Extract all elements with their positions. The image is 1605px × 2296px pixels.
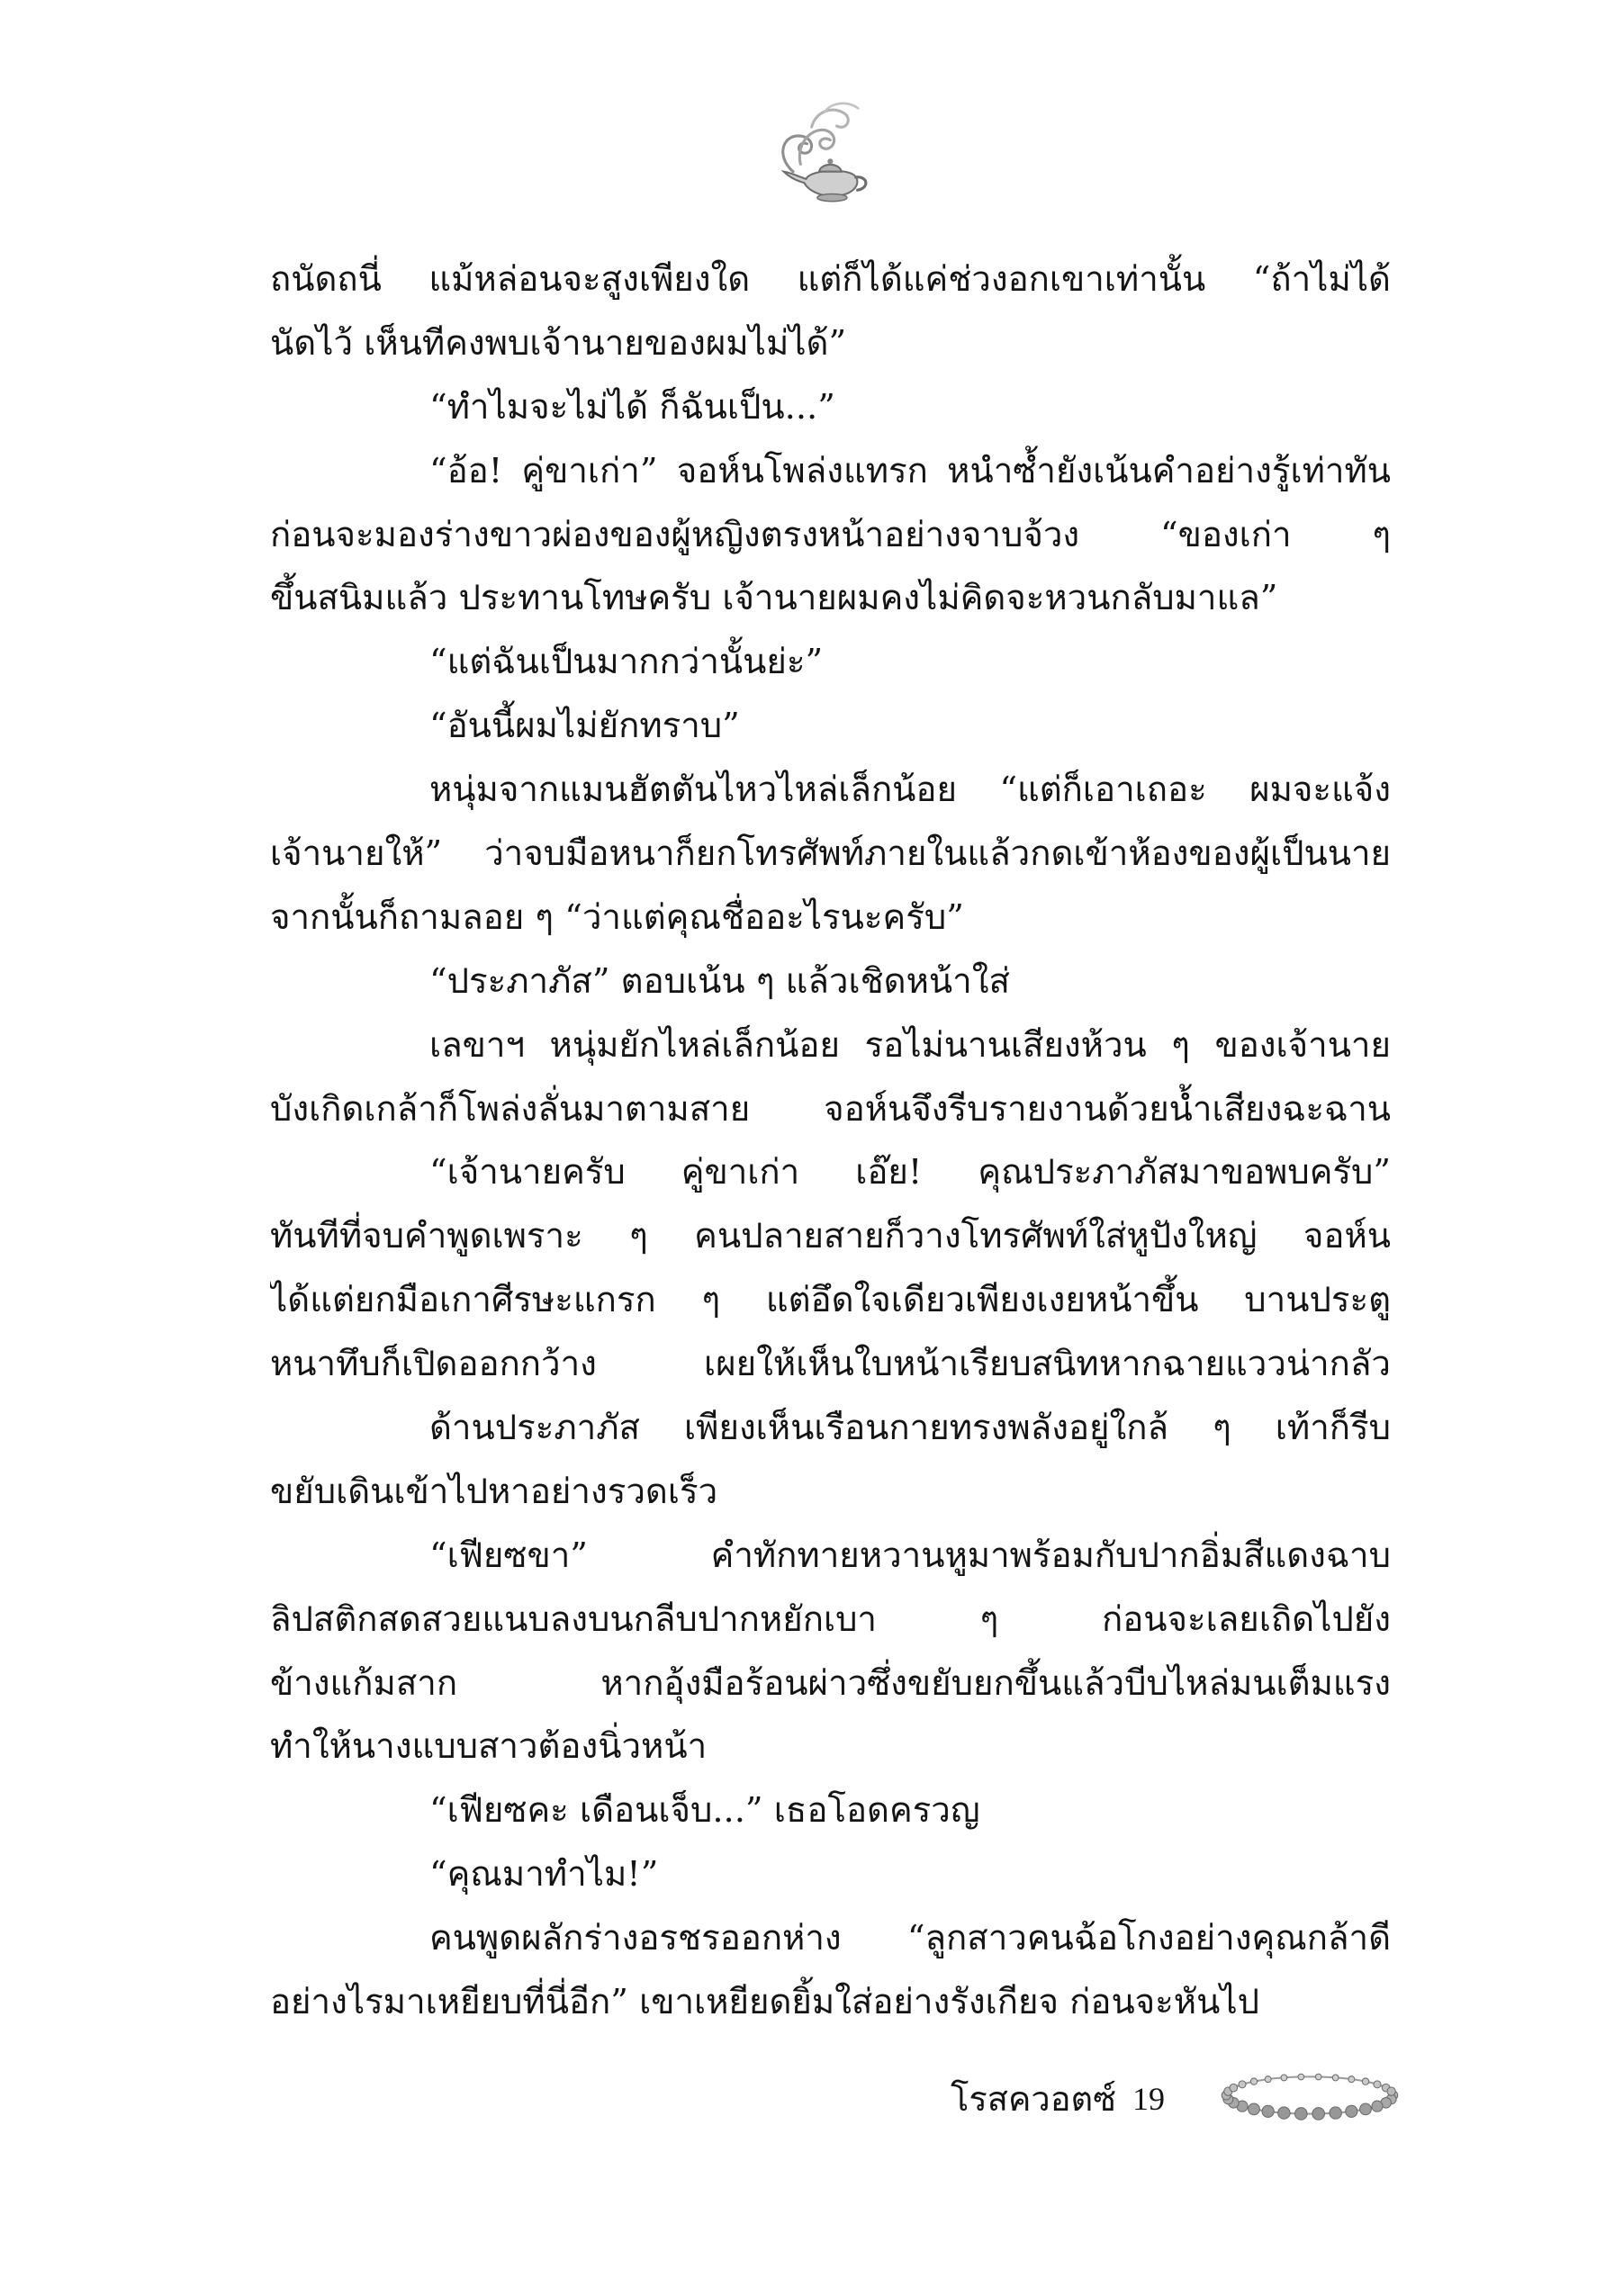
line-text: ด้านประภาภัส เพียงเห็นเรือนกายทรงพลังอยู่ใกล้ ๆ เท้าก็รีบ xyxy=(429,1408,1391,1449)
line-text: ข้างแก้มสาก หากอุ้งมือร้อนผ่าวซึ่งขยับยกขึ้นแล้วบีบไหล่มนเต็มแรง xyxy=(270,1662,1391,1704)
line-text: “อ้อ! คู่ขาเก่า” จอห์นโพล่งแทรก หนำซ้ำยังเน้นคำอย่างรู้เท่าทัน xyxy=(429,450,1391,491)
text-line xyxy=(270,1779,1391,1843)
bracelet-bead xyxy=(1295,2108,1308,2120)
bracelet-bead xyxy=(1346,2105,1357,2117)
line-text: ถนัดถนี่ แม้หล่อนจะสูงเพียงใด แต่ก็ได้แค่ช่วงอกเขาเท่านั้น “ถ้าไม่ได้ xyxy=(270,259,1391,300)
text-line xyxy=(270,1525,1391,1589)
text-line xyxy=(270,1715,1391,1779)
paragraph xyxy=(270,631,1391,695)
paragraph xyxy=(270,695,1391,759)
bracelet-bead xyxy=(1330,2107,1341,2119)
text-line xyxy=(270,1843,1391,1907)
bracelet-bead xyxy=(1332,2075,1339,2081)
text-line xyxy=(270,312,1391,376)
line-text: เลขาฯ หนุ่มยักไหล่เล็กน้อย รอไม่นานเสียงห้วน ๆ ของเจ้านาย xyxy=(429,1024,1391,1066)
paragraph xyxy=(270,759,1391,950)
text-line xyxy=(270,1397,1391,1461)
text-line xyxy=(270,248,1391,312)
bracelet-bead xyxy=(1265,2076,1271,2083)
text-line xyxy=(270,887,1391,950)
line-text: หนาทึบก็เปิดออกกว้าง เผยให้เห็นใบหน้าเรียบสนิทหากฉายแววน่ากลัว xyxy=(270,1344,1391,1385)
line-text: เจ้านายให้” ว่าจบมือหนาก็ยกโทรศัพท์ภายในแล้วกดเข้าห้องของผู้เป็นนาย xyxy=(270,833,1391,875)
line-text: ได้แต่ยกมือเกาศีรษะแกรก ๆ แต่อึดใจเดียวเพียงเงยหน้าขึ้น บานประตู xyxy=(270,1280,1391,1321)
line-text: ขยับเดินเข้าไปหาอย่างรวดเร็ว xyxy=(270,1471,718,1512)
paragraph xyxy=(270,950,1391,1014)
bracelet-bead xyxy=(1298,2074,1304,2080)
bracelet-bead xyxy=(1262,2105,1274,2117)
paragraph xyxy=(270,1525,1391,1780)
bracelet-bead xyxy=(1372,2101,1383,2111)
line-text: ทำให้นางแบบสาวต้องนิ่วหน้า xyxy=(270,1726,708,1768)
line-text: อย่างไรมาเหยียบที่นี่อีก” เขาเหยียดยิ้มใส่อย่างรังเกียจ ก่อนจะหันไป xyxy=(270,1982,1260,2023)
paragraph xyxy=(270,1843,1391,1907)
bracelet-bead xyxy=(1281,2075,1287,2081)
line-text: นัดไว้ เห็นทีคงพบเจ้านายของผมไม่ได้” xyxy=(270,322,847,364)
text-line xyxy=(270,376,1391,440)
bracelet-bead xyxy=(1374,2081,1381,2088)
text-line xyxy=(270,695,1391,759)
line-text: บังเกิดเกล้าก็โพล่งลั่นมาตามสาย จอห์นจึงรีบรายงานด้วยน้ำเสียงฉะฉาน xyxy=(270,1088,1391,1130)
line-text: คนพูดผลักร่างอรชรออกห่าง “ลูกสาวคนฉ้อโกงอย่างคุณกล้าดี xyxy=(429,1918,1391,1959)
bracelet-bead xyxy=(1312,2108,1325,2120)
bracelet-bead xyxy=(1362,2078,1368,2084)
line-text: “เฟียซขา” คำทักทายหวานหูมาพร้อมกับปากอิ่มสีแดงฉาบ xyxy=(429,1535,1391,1576)
bracelet-bead xyxy=(1360,2103,1372,2115)
bracelet-bead xyxy=(1348,2076,1355,2083)
text-line xyxy=(270,1461,1391,1525)
bracelet-bead xyxy=(1387,2087,1395,2095)
text-line xyxy=(270,1014,1391,1078)
line-text: “อันนี้ผมไม่ยักทราบ” xyxy=(429,706,740,747)
text-line xyxy=(270,440,1391,504)
body-text xyxy=(270,248,1391,2035)
text-line xyxy=(270,1589,1391,1652)
paragraph xyxy=(270,376,1391,440)
bracelet-bead xyxy=(1250,2078,1257,2084)
text-line xyxy=(270,1907,1391,1971)
bracelet-bead xyxy=(1315,2074,1321,2080)
paragraph xyxy=(270,1779,1391,1843)
line-text: “ทำไมจะไม่ได้ ก็ฉันเป็น...” xyxy=(429,386,835,428)
paragraph xyxy=(270,1141,1391,1397)
text-line xyxy=(270,1141,1391,1205)
line-text: หนุ่มจากแมนฮัตตันไหวไหล่เล็กน้อย “แต่ก็เอาเถอะ ผมจะแจ้ง xyxy=(429,770,1391,811)
line-text: ลิปสติกสดสวยแนบลงบนกลีบปากหยักเบา ๆ ก่อนจะเลยเถิดไปยัง xyxy=(270,1598,1391,1640)
text-line xyxy=(270,1269,1391,1333)
text-line xyxy=(270,1971,1391,2035)
genie-lamp-icon xyxy=(765,97,877,209)
paragraph xyxy=(270,1397,1391,1525)
line-text: ขึ้นสนิมแล้ว ประทานโทษครับ เจ้านายผมคงไม่คิดจะหวนกลับมาแล” xyxy=(270,578,1278,619)
paragraph xyxy=(270,248,1391,376)
text-line xyxy=(270,759,1391,823)
text-line xyxy=(270,1333,1391,1397)
bracelet-bead xyxy=(1278,2107,1290,2119)
paragraph xyxy=(270,1014,1391,1142)
bracelet-bead xyxy=(1249,2103,1260,2115)
text-line xyxy=(270,567,1391,631)
text-line xyxy=(270,950,1391,1014)
paragraph xyxy=(270,1907,1391,2035)
bracelet-bead xyxy=(1230,2084,1238,2092)
paragraph xyxy=(270,440,1391,632)
line-text: “เฟียซคะ เดือนเจ็บ...” เธอโอดครวญ xyxy=(429,1790,980,1832)
text-line xyxy=(270,1652,1391,1716)
line-text: ก่อนจะมองร่างขาวผ่องของผู้หญิงตรงหน้าอย่างจาบจ้วง “ของเก่า ๆ xyxy=(270,514,1391,555)
page-number: 19 xyxy=(1132,2081,1165,2117)
bracelet-icon xyxy=(1217,2065,1402,2126)
line-text: “คุณมาทำไม!” xyxy=(429,1854,659,1895)
text-line xyxy=(270,1205,1391,1269)
line-text: “ประภาภัส” ตอบเน้น ๆ แล้วเชิดหน้าใส่ xyxy=(429,960,1010,1002)
line-text: จากนั้นก็ถามลอย ๆ “ว่าแต่คุณชื่ออะไรนะครับ” xyxy=(270,896,964,938)
text-line xyxy=(270,1078,1391,1142)
text-line xyxy=(270,631,1391,695)
text-line xyxy=(270,504,1391,568)
line-text: “เจ้านายครับ คู่ขาเก่า เอ๊ย! คุณประภาภัสมาขอพบครับ” xyxy=(429,1152,1391,1193)
text-line xyxy=(270,823,1391,887)
line-text: ทันทีที่จบคำพูดเพราะ ๆ คนปลายสายก็วางโทรศัพท์ใส่หูปังใหญ่ จอห์น xyxy=(270,1216,1391,1257)
line-text: “แต่ฉันเป็นมากกว่านั้นย่ะ” xyxy=(429,642,824,683)
running-title: โรสควอตซ์ xyxy=(950,2079,1116,2119)
bracelet-bead xyxy=(1239,2081,1246,2088)
